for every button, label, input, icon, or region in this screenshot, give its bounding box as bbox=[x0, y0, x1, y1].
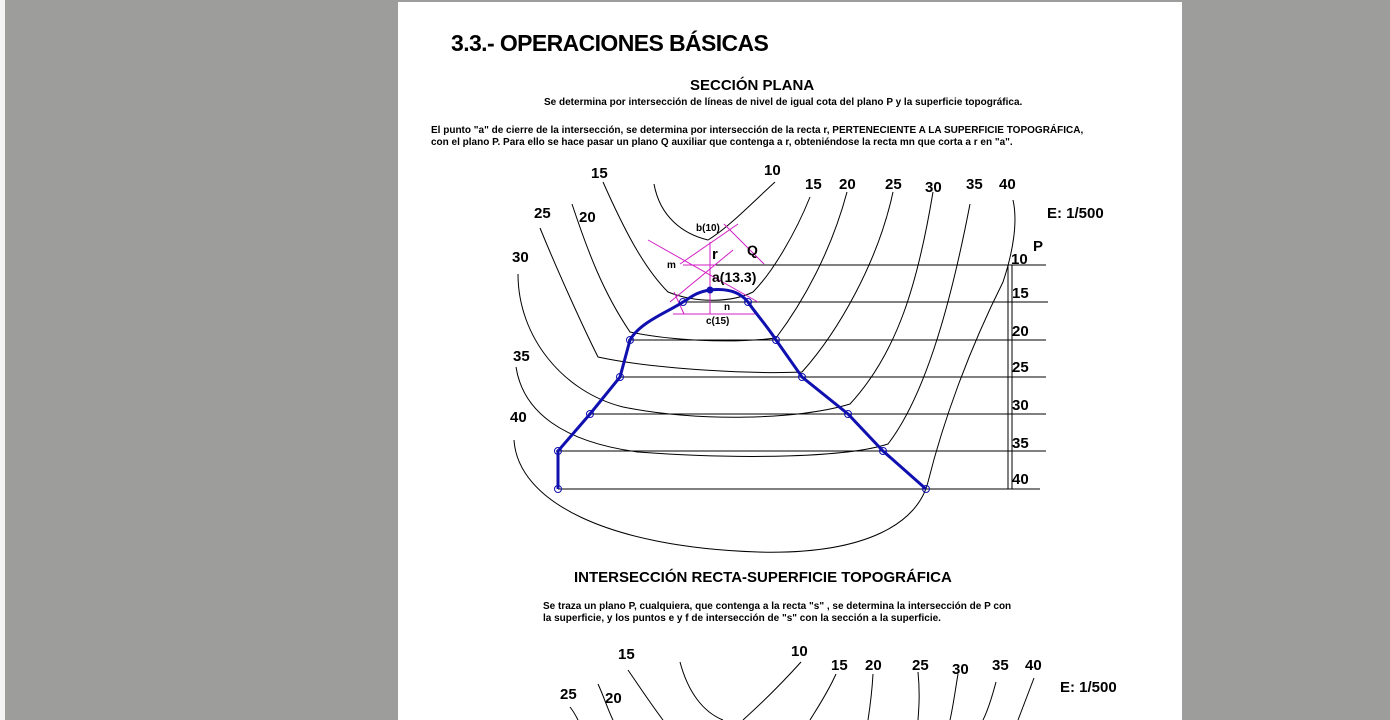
contour-lines bbox=[514, 182, 1015, 552]
intro-text: Se determina por intersección de líneas de nivel de igual cota del plano P y la superficie topográfica. bbox=[544, 97, 1023, 108]
contour-label: 35 bbox=[992, 657, 1009, 674]
section-title: 3.3.- OPERACIONES BÁSICAS bbox=[451, 30, 769, 56]
section-curve bbox=[558, 290, 926, 490]
point-c-label: c(15) bbox=[706, 316, 730, 327]
plane-level-label: 10 bbox=[1011, 251, 1028, 268]
document-page bbox=[398, 2, 1182, 720]
point-a-label: a(13.3) bbox=[712, 269, 757, 285]
intersection-points bbox=[555, 299, 930, 493]
figure-seccion-plana bbox=[398, 2, 1182, 562]
scale-label: E: 1/500 bbox=[1047, 205, 1104, 222]
contour-label: 40 bbox=[510, 409, 527, 426]
paragraph-line-1: El punto "a" de cierre de la intersección, se determina por intersección de la recta r, PERTENECIENTE A LA SUPERFICIE TOPOGRÁFICA, bbox=[431, 125, 1084, 136]
contour-label: 20 bbox=[605, 690, 622, 707]
contour-label: 35 bbox=[966, 176, 983, 193]
contour-label: 25 bbox=[534, 205, 551, 222]
paragraph2-line-1: Se traza un plano P, cualquiera, que contenga a la recta "s" , se determina la intersección de P con bbox=[543, 601, 1012, 612]
contour-label: 15 bbox=[805, 176, 822, 193]
scale-label-2: E: 1/500 bbox=[1060, 679, 1117, 696]
point-n-label: n bbox=[724, 302, 731, 313]
plane-level-label: 25 bbox=[1012, 359, 1029, 376]
contour-label: 15 bbox=[618, 646, 635, 663]
line-r-label: r bbox=[712, 246, 718, 263]
point-m-label: m bbox=[667, 260, 676, 271]
contour-label: 10 bbox=[764, 162, 781, 179]
plane-level-label: 20 bbox=[1012, 323, 1029, 340]
figure-interseccion bbox=[398, 632, 1182, 720]
plane-p-label: P bbox=[1033, 238, 1044, 255]
contour-label: 10 bbox=[791, 643, 808, 660]
contour-label: 25 bbox=[885, 176, 902, 193]
left-gutter bbox=[0, 0, 5, 720]
contour-label: 20 bbox=[839, 176, 856, 193]
contour-label: 30 bbox=[952, 661, 969, 678]
plane-q-label: Q bbox=[747, 242, 758, 258]
contour-label: 40 bbox=[1025, 657, 1042, 674]
contour-label: 15 bbox=[591, 165, 608, 182]
point-a-marker bbox=[707, 287, 714, 294]
contour-label: 20 bbox=[865, 657, 882, 674]
contour-label: 40 bbox=[999, 176, 1016, 193]
subsection-title-seccion-plana: SECCIÓN PLANA bbox=[690, 77, 815, 94]
plane-level-label: 15 bbox=[1012, 285, 1029, 302]
contour-label: 20 bbox=[579, 209, 596, 226]
plane-level-label: 30 bbox=[1012, 397, 1029, 414]
contour-label: 25 bbox=[912, 657, 929, 674]
contour-label: 15 bbox=[831, 657, 848, 674]
contour-label: 30 bbox=[512, 249, 529, 266]
paragraph-line-2: con el plano P. Para ello se hace pasar un plano Q auxiliar que contenga a r, obteniéndose la recta mn que corta a r en "a". bbox=[431, 137, 1013, 148]
contour-label: 30 bbox=[925, 179, 942, 196]
plane-level-label: 40 bbox=[1012, 471, 1029, 488]
subsection-title-interseccion: INTERSECCIÓN RECTA-SUPERFICIE TOPOGRÁFICA bbox=[574, 569, 952, 586]
plane-level-label: 35 bbox=[1012, 435, 1029, 452]
point-b-label: b(10) bbox=[696, 223, 720, 234]
contour-label: 35 bbox=[513, 348, 530, 365]
paragraph2-line-2: la superficie, y los puntos e y f de intersección de "s" con la sección a la superficie. bbox=[543, 613, 941, 624]
contour-label: 25 bbox=[560, 686, 577, 703]
